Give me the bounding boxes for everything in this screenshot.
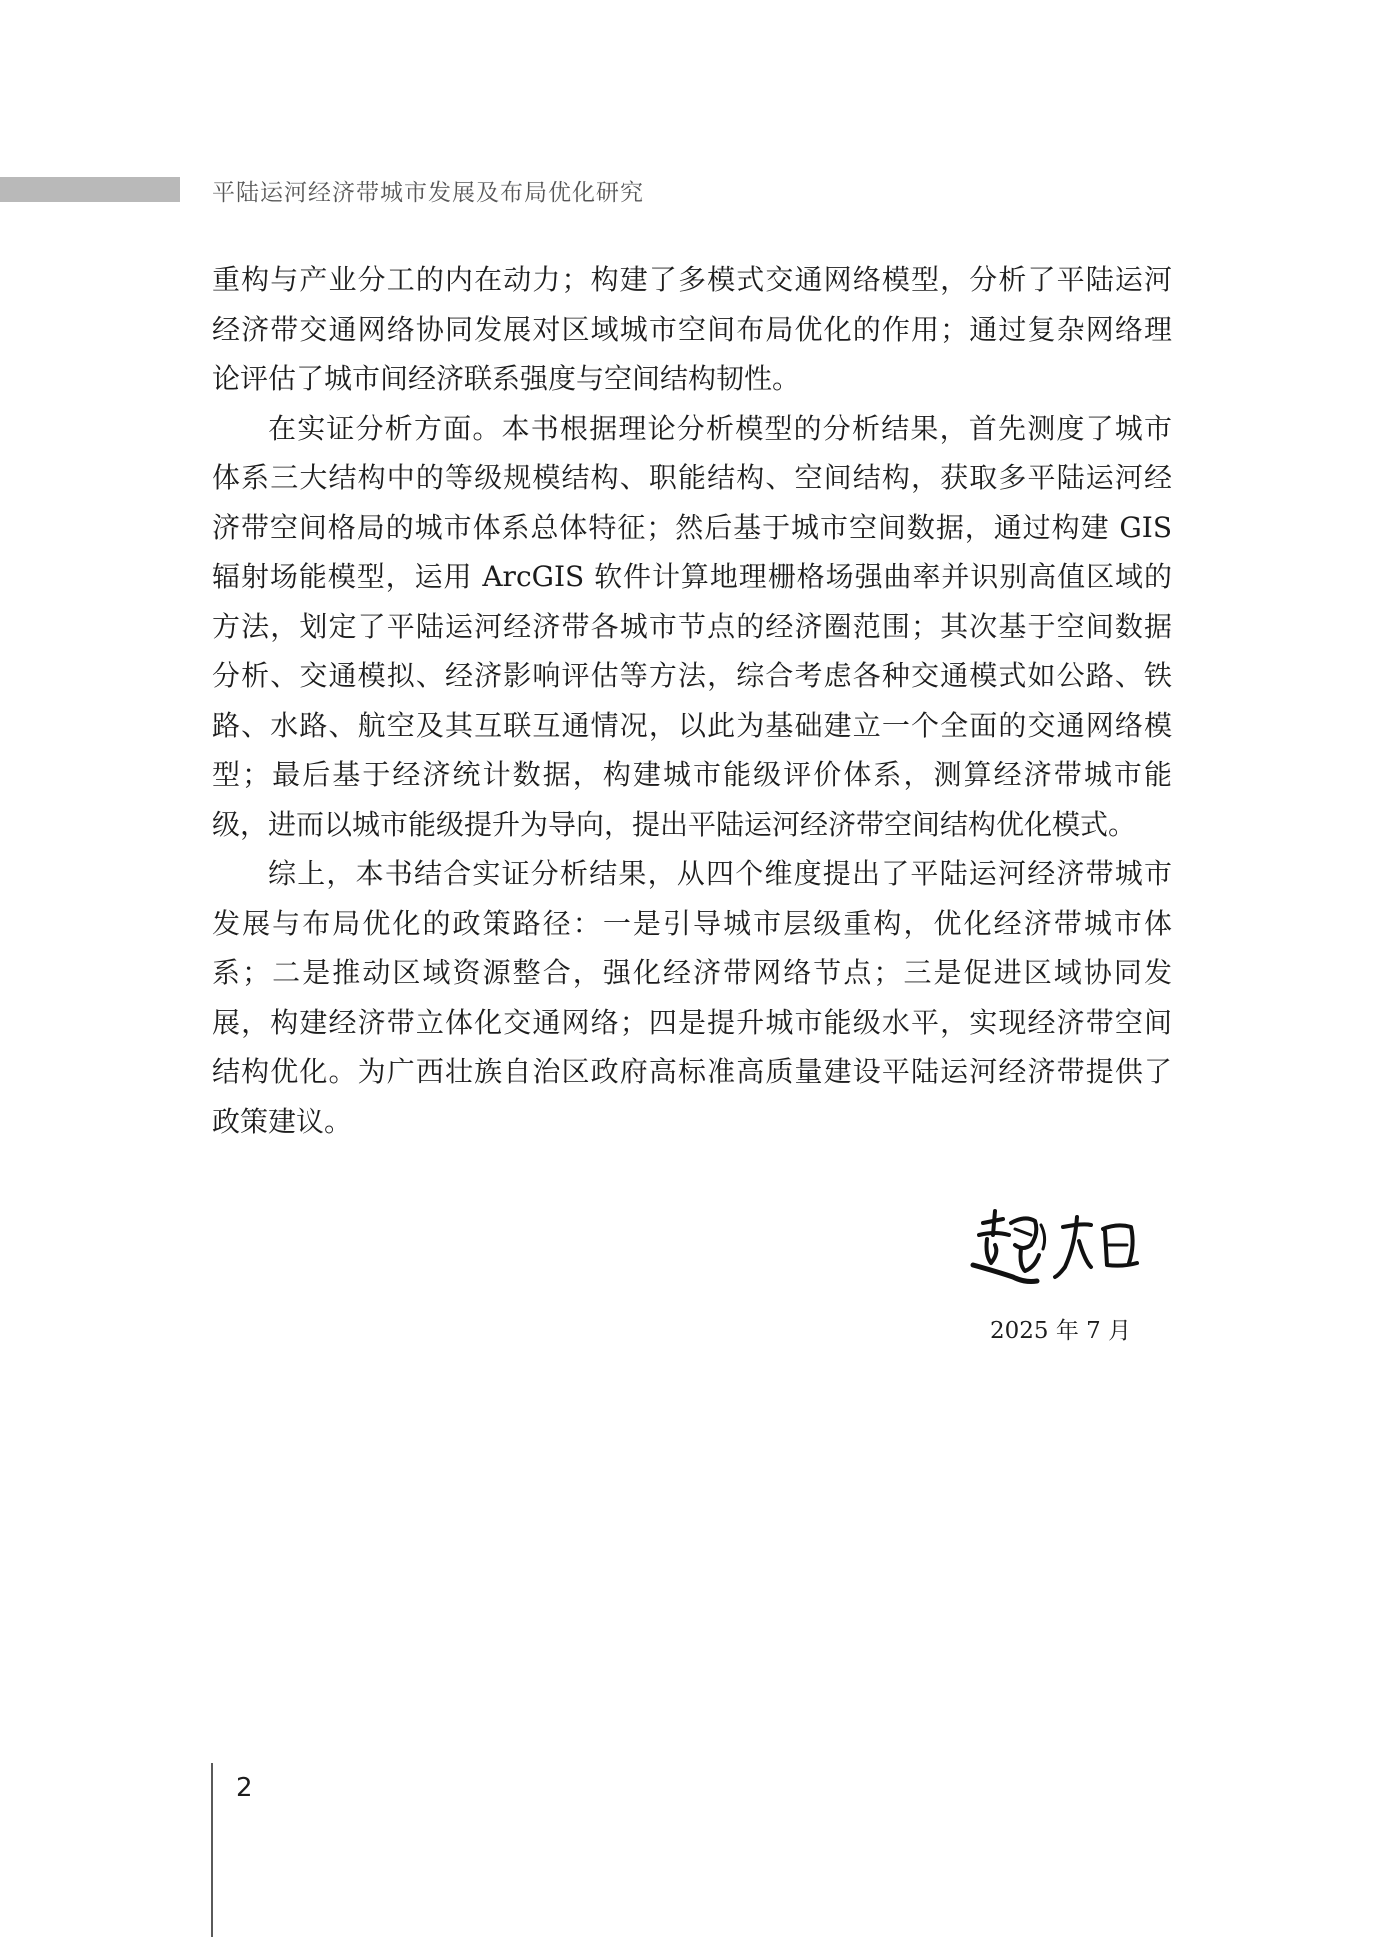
text-line: 经济带交通网络协同发展对区域城市空间布局优化的作用；通过复杂网络理 [212,312,1172,346]
running-head: 平陆运河经济带城市发展及布局优化研究 [212,180,644,206]
handwritten-signature [965,1205,1165,1300]
text-line: 政策建议。 [212,1104,353,1138]
text-line: 路、水路、航空及其互联互通情况，以此为基础建立一个全面的交通网络模 [212,708,1172,742]
text-line: 体系三大结构中的等级规模结构、职能结构、空间结构，获取多平陆运河经 [212,461,1172,494]
paragraph [212,404,1172,850]
text-line: 发展与布局优化的政策路径：一是引导城市层级重构，优化经济带城市体 [212,906,1172,940]
signature-date: 2025 年 7 月 [990,1318,1132,1344]
text-line: 级，进而以城市能级提升为导向，提出平陆运河经济带空间结构优化模式。 [212,807,1137,841]
text-line: 重构与产业分工的内在动力；构建了多模式交通网络模型，分析了平陆运河 [212,263,1172,296]
text-line: 型；最后基于经济统计数据，构建城市能级评价体系，测算经济带城市能 [212,758,1172,791]
text-line: 综上，本书结合实证分析结果，从四个维度提出了平陆运河经济带城市 [268,857,1172,890]
paragraph [212,255,1172,404]
page-number: 2 [236,1773,253,1803]
text-line: 展，构建经济带立体化交通网络；四是提升城市能级水平，实现经济带空间 [212,1005,1172,1039]
text-line: 在实证分析方面。本书根据理论分析模型的分析结果，首先测度了城市 [268,411,1172,445]
footer-rule [211,1763,213,1937]
body-text [212,255,1172,1146]
text-line: 论评估了城市间经济联系强度与空间结构韧性。 [212,362,801,395]
text-line: 济带空间格局的城市体系总体特征；然后基于城市空间数据，通过构建 GIS [212,510,1172,544]
text-line: 辐射场能模型，运用 ArcGIS 软件计算地理栅格场强曲率并识别高值区域的 [212,560,1172,593]
text-line: 方法，划定了平陆运河经济带各城市节点的经济圈范围；其次基于空间数据 [212,609,1172,643]
text-line: 分析、交通模拟、经济影响评估等方法，综合考虑各种交通模式如公路、铁 [212,659,1172,692]
text-line: 系；二是推动区域资源整合，强化经济带网络节点；三是促进区域协同发 [212,956,1172,989]
paragraph [212,849,1172,1146]
text-line: 结构优化。为广西壮族自治区政府高标准高质量建设平陆运河经济带提供了 [212,1055,1172,1088]
header-bar [0,177,180,202]
